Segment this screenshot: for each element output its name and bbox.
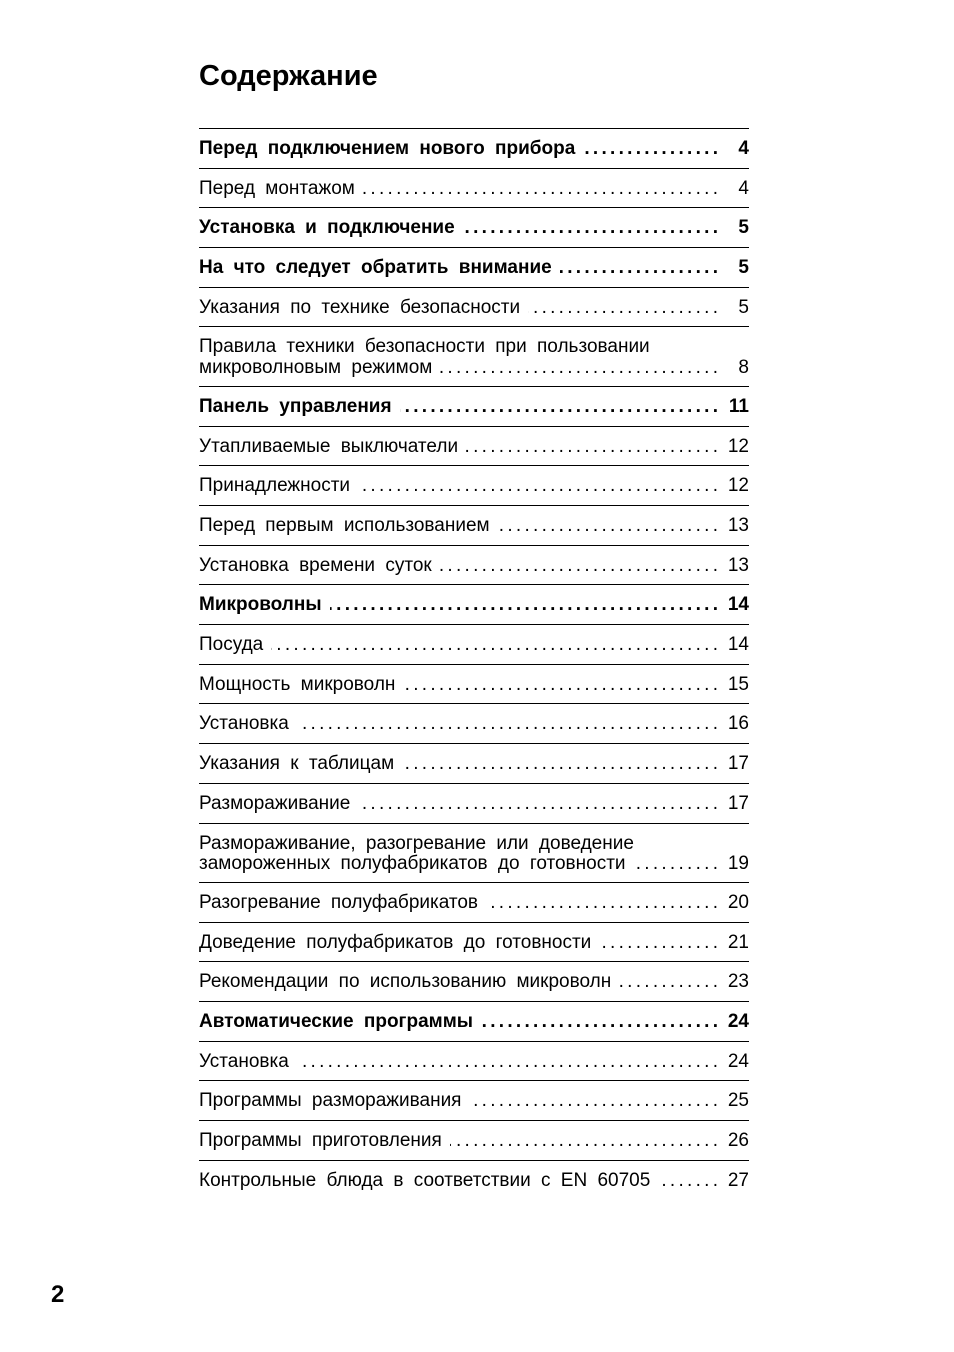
toc-row[interactable] <box>199 327 749 387</box>
toc-page-number: 20 <box>727 892 749 913</box>
toc-page-number: 4 <box>738 138 749 159</box>
dot-leader <box>402 754 717 774</box>
toc-entry-label: Мощность микроволн <box>199 673 396 695</box>
dot-leader <box>297 1052 717 1072</box>
toc-row[interactable] <box>199 962 749 1002</box>
toc-row[interactable] <box>199 506 749 546</box>
toc-entry-label: замороженных полуфабрикатов до готовности <box>199 853 626 874</box>
toc-page-number: 16 <box>727 713 749 735</box>
page-number: 2 <box>51 1281 65 1308</box>
toc-entry-label: Программы размораживания <box>199 1090 462 1112</box>
dot-leader <box>599 933 717 953</box>
table-of-contents <box>199 128 749 1201</box>
toc-row[interactable] <box>199 824 749 884</box>
toc-row[interactable] <box>199 744 749 784</box>
toc-row[interactable] <box>199 1002 749 1042</box>
dot-leader <box>403 675 717 695</box>
page-title: Содержание <box>199 60 378 92</box>
dot-leader <box>400 397 717 417</box>
dot-leader <box>486 893 717 913</box>
toc-page-number: 5 <box>738 296 749 318</box>
toc-entry-label-line1: Правила техники безопасности при пользовании <box>199 336 650 358</box>
toc-page-number: 5 <box>738 217 749 239</box>
dot-leader <box>528 298 717 318</box>
toc-row[interactable] <box>199 1121 749 1161</box>
toc-row[interactable] <box>199 1161 749 1201</box>
toc-page-number: 15 <box>727 673 749 695</box>
dot-leader <box>658 1171 717 1191</box>
toc-entry-label: Панель управления <box>199 395 392 417</box>
toc-entry-label: Разогревание полуфабрикатов <box>199 892 479 913</box>
toc-page-number: 17 <box>727 792 749 814</box>
toc-page-number: 24 <box>727 1050 749 1072</box>
dot-leader <box>363 179 717 199</box>
toc-page-number: 26 <box>727 1130 749 1152</box>
dot-leader <box>358 476 717 496</box>
toc-entry-label: Перед первым использованием <box>199 515 490 536</box>
toc-page-number: 12 <box>727 475 749 497</box>
dot-leader <box>560 258 717 278</box>
dot-leader <box>440 556 717 576</box>
toc-page-number: 14 <box>727 634 749 656</box>
toc-page-number: 13 <box>727 554 749 576</box>
dot-leader <box>481 1012 717 1032</box>
toc-entry-label: Автоматические программы <box>199 1011 473 1033</box>
toc-entry-label: Установка и подключение <box>199 217 455 239</box>
dot-leader <box>466 437 717 457</box>
toc-row[interactable] <box>199 288 749 328</box>
toc-entry-label-line1: Размораживание, разогревание или доведение <box>199 832 634 854</box>
dot-leader <box>271 635 717 655</box>
dot-leader <box>469 1091 717 1111</box>
toc-page-number: 5 <box>738 257 749 279</box>
toc-page-number: 8 <box>738 356 749 378</box>
toc-row[interactable] <box>199 665 749 705</box>
dot-leader <box>330 595 717 615</box>
toc-row[interactable] <box>199 169 749 209</box>
toc-page-number: 21 <box>727 931 749 953</box>
toc-row[interactable] <box>199 129 749 169</box>
toc-entry-label: Установка <box>199 713 289 735</box>
toc-row[interactable] <box>199 427 749 467</box>
toc-entry-label: Размораживание <box>199 792 351 814</box>
toc-page-number: 23 <box>727 971 749 993</box>
toc-entry-label: На что следует обратить внимание <box>199 257 552 279</box>
toc-entry-label: Доведение полуфабрикатов до готовности <box>199 931 592 953</box>
toc-entry-label: Указания к таблицам <box>199 753 395 775</box>
toc-row[interactable] <box>199 1081 749 1121</box>
dot-leader <box>634 854 717 874</box>
toc-page-number: 14 <box>727 594 749 616</box>
toc-row[interactable] <box>199 585 749 625</box>
toc-entry-label: Установка времени суток <box>199 554 432 576</box>
toc-row[interactable] <box>199 248 749 288</box>
toc-entry-label: Перед монтажом <box>199 177 355 199</box>
toc-row[interactable] <box>199 784 749 824</box>
toc-entry-label: Посуда <box>199 634 264 656</box>
toc-entry-label: Утапливаемые выключатели <box>199 435 459 457</box>
toc-row[interactable] <box>199 208 749 248</box>
toc-row[interactable] <box>199 704 749 744</box>
toc-entry-label: Контрольные блюда в соответствии с EN 60705 <box>199 1169 651 1191</box>
toc-page-number: 24 <box>727 1011 749 1033</box>
toc-entry-label: Указания по технике безопасности <box>199 296 521 318</box>
dot-leader <box>450 1131 717 1151</box>
toc-page-number: 25 <box>727 1090 749 1112</box>
dot-leader <box>297 714 717 734</box>
dot-leader <box>498 516 717 536</box>
toc-row[interactable] <box>199 387 749 427</box>
toc-entry-label: Принадлежности <box>199 475 351 497</box>
toc-page-number: 19 <box>727 853 749 874</box>
dot-leader <box>440 358 717 378</box>
toc-row[interactable] <box>199 625 749 665</box>
toc-entry-label: Перед подключением нового прибора <box>199 138 576 159</box>
dot-leader <box>463 218 717 238</box>
toc-page-number: 13 <box>727 515 749 536</box>
toc-page-number: 4 <box>738 177 749 199</box>
toc-entry-label: Микроволны <box>199 594 322 616</box>
toc-row[interactable] <box>199 466 749 506</box>
dot-leader <box>583 139 717 159</box>
toc-entry-label: Установка <box>199 1050 289 1072</box>
toc-row[interactable] <box>199 1042 749 1082</box>
toc-row[interactable] <box>199 883 749 923</box>
toc-row[interactable] <box>199 546 749 586</box>
toc-page-number: 11 <box>728 395 749 417</box>
toc-page-number: 27 <box>727 1169 749 1191</box>
toc-entry-label: Программы приготовления <box>199 1130 442 1152</box>
dot-leader <box>358 794 717 814</box>
toc-entry-label: Рекомендации по использованию микроволн <box>199 971 612 993</box>
toc-row[interactable] <box>199 923 749 963</box>
toc-page-number: 17 <box>727 753 749 775</box>
toc-entry-label: микроволновым режимом <box>199 356 433 378</box>
toc-page-number: 12 <box>727 435 749 457</box>
dot-leader <box>619 972 717 992</box>
